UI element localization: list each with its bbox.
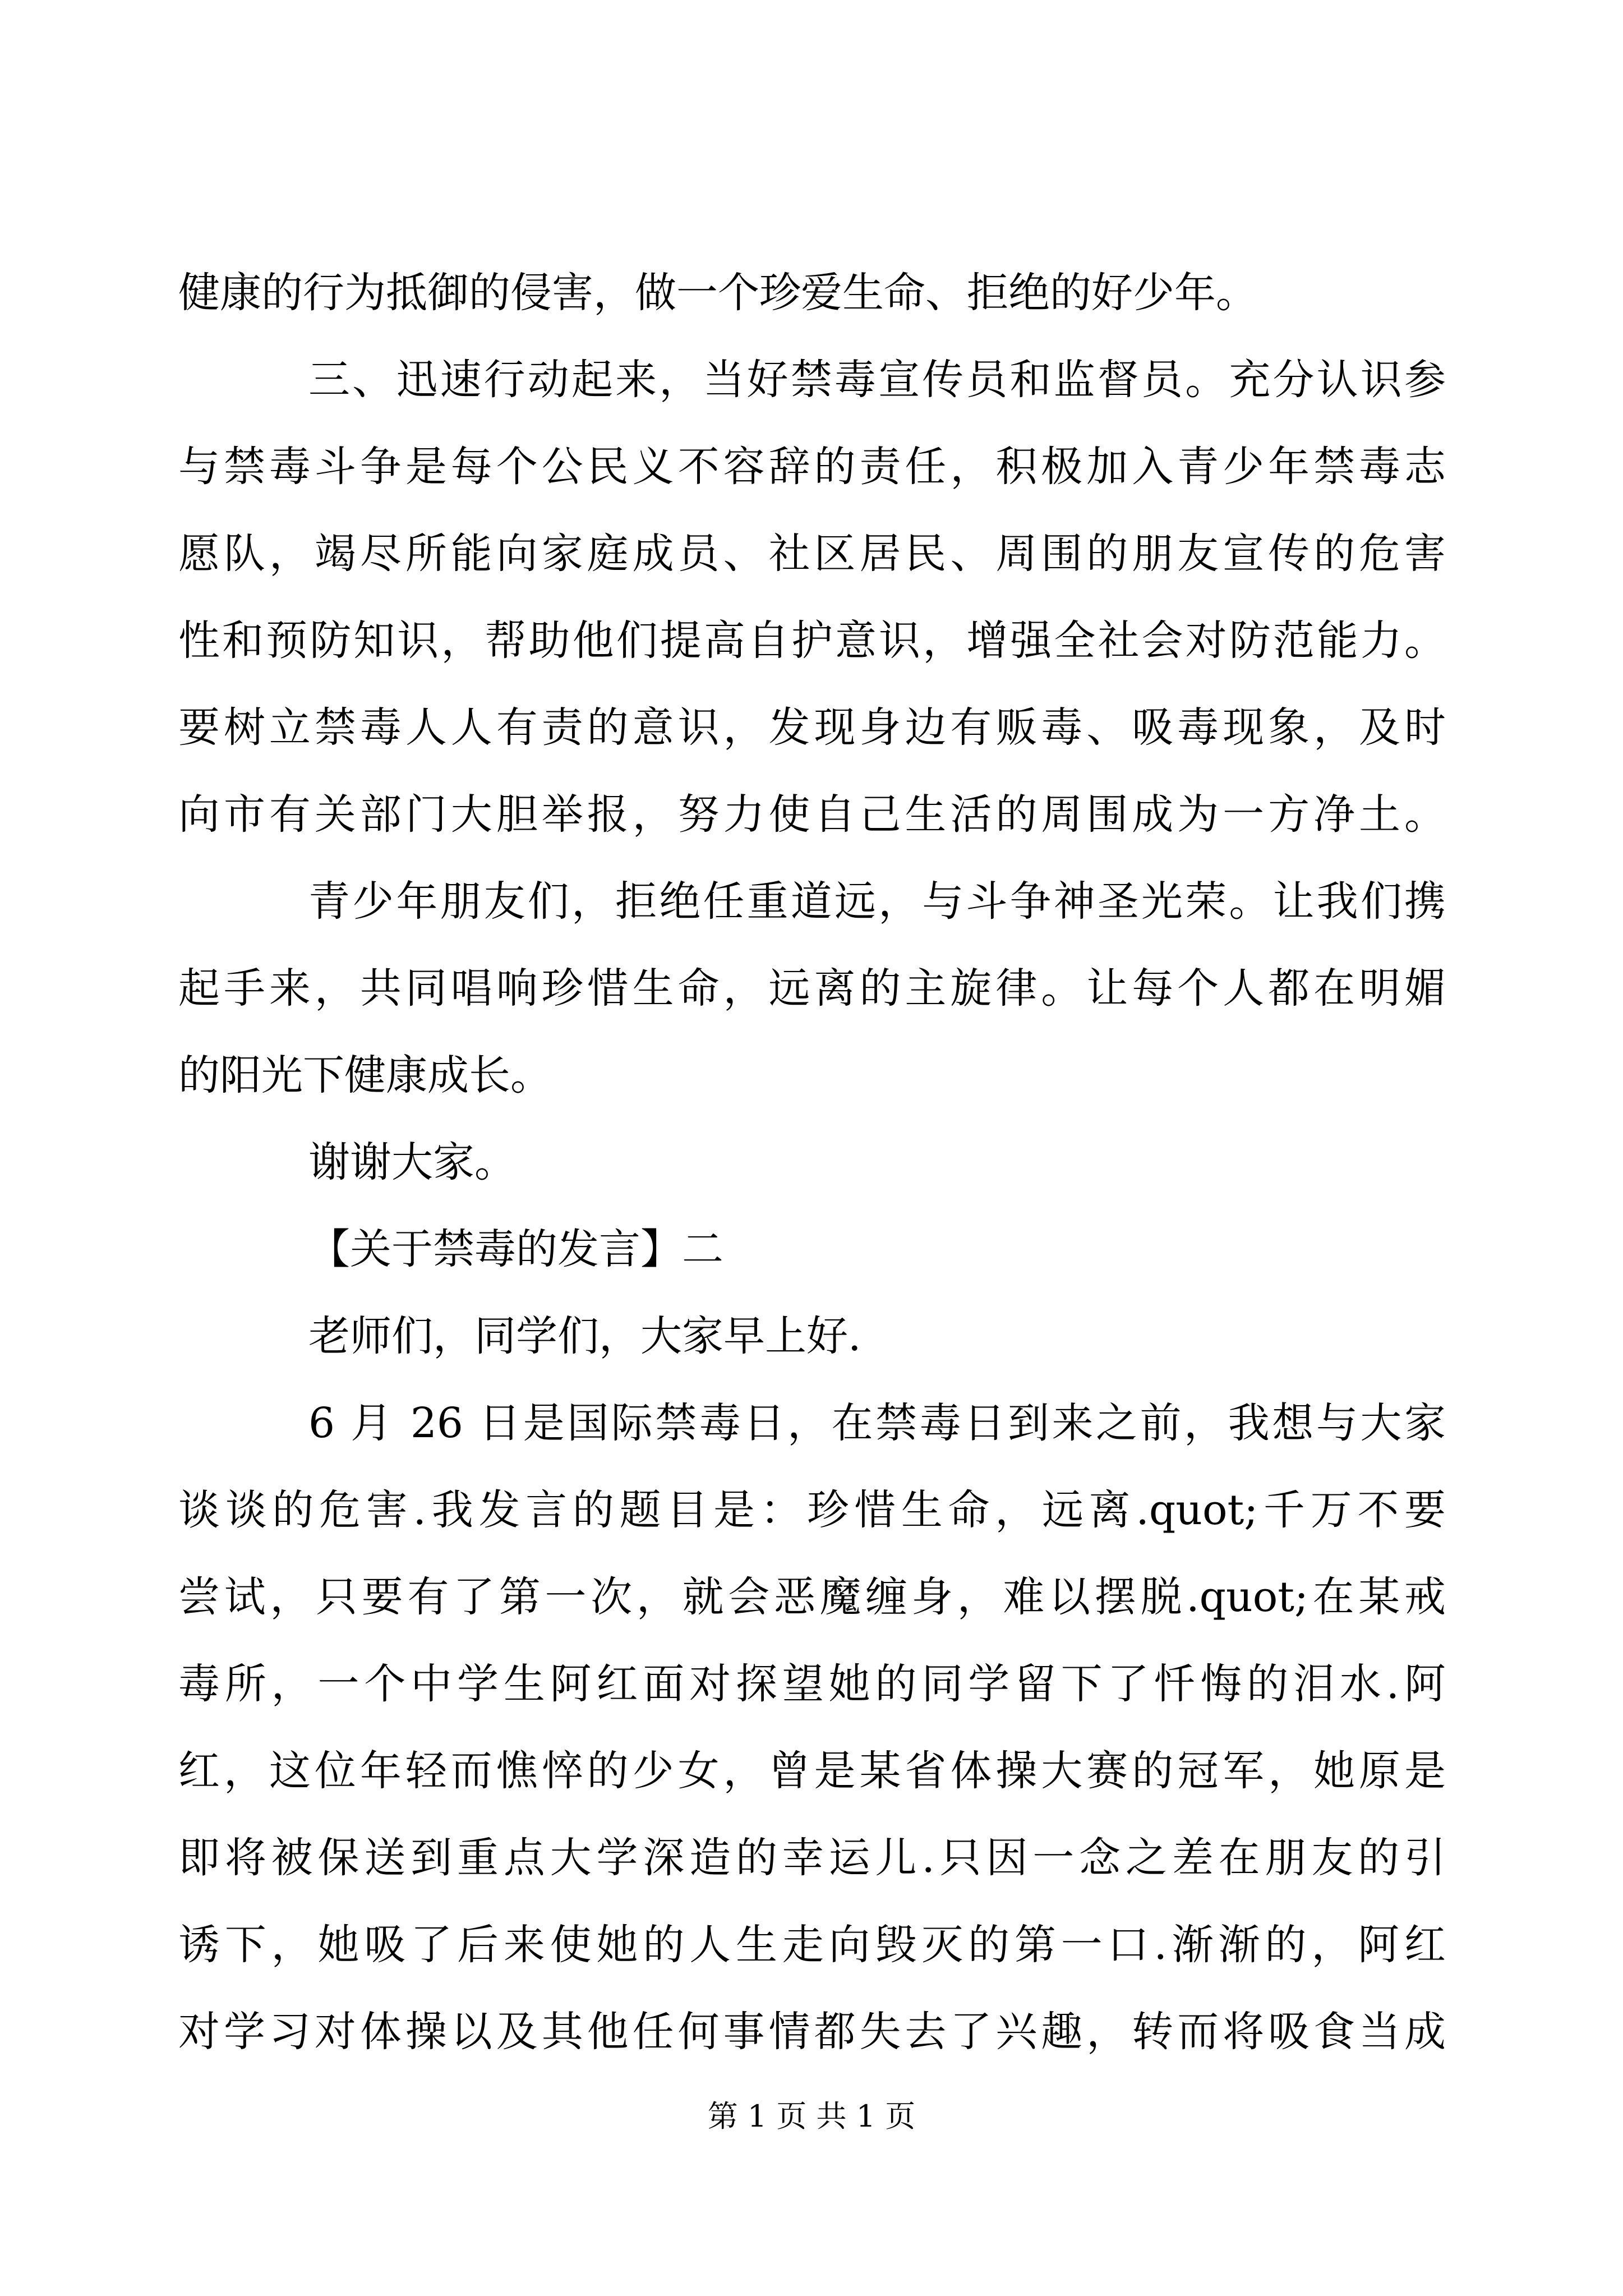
paragraph-line: 向市有关部门大胆举报，努力使自己生活的周围成为一方净土。 xyxy=(178,790,1446,839)
paragraph-line: 红，这位年轻而憔悴的少女，曾是某省体操大赛的冠军，她原是 xyxy=(178,1747,1446,1795)
paragraph-line: 即将被保送到重点大学深造的幸运儿.只因一念之差在朋友的引 xyxy=(178,1834,1446,1882)
paragraph-line: 的阳光下健康成长。 xyxy=(178,1051,552,1099)
paragraph-line: 6 月 26 日是国际禁毒日，在禁毒日到来之前，我想与大家 xyxy=(308,1399,1446,1447)
paragraph-line: 愿队，竭尽所能向家庭成员、社区居民、周围的朋友宣传的危害 xyxy=(178,530,1446,578)
paragraph-line: 要树立禁毒人人有责的意识，发现身边有贩毒、吸毒现象，及时 xyxy=(178,703,1446,752)
paragraph-line: 谢谢大家。 xyxy=(308,1138,516,1186)
paragraph-line: 老师们，同学们，大家早上好. xyxy=(308,1312,861,1360)
page-footer: 第 1 页 共 1 页 xyxy=(707,2099,916,2134)
paragraph-line: 对学习对体操以及其他任何事情都失去了兴趣，转而将吸食当成 xyxy=(178,2008,1446,2056)
paragraph-line: 性和预防知识，帮助他们提高自护意识，增强全社会对防范能力。 xyxy=(178,616,1446,665)
paragraph-line: 起手来，共同唱响珍惜生命，远离的主旋律。让每个人都在明媚 xyxy=(178,964,1446,1013)
paragraph-line: 三、迅速行动起来，当好禁毒宣传员和监督员。充分认识参 xyxy=(308,356,1446,404)
paragraph-line: 健康的行为抵御的侵害，做一个珍爱生命、拒绝的好少年。 xyxy=(178,269,1257,317)
paragraph-line: 尝试，只要有了第一次，就会恶魔缠身，难以摆脱.quot;在某戒 xyxy=(178,1573,1446,1621)
document-body xyxy=(178,250,1446,2076)
paragraph-line: 与禁毒斗争是每个公民义不容辞的责任，积极加入青少年禁毒志 xyxy=(178,443,1446,491)
paragraph-line: 谈谈的危害.我发言的题目是：珍惜生命，远离.quot;千万不要 xyxy=(178,1486,1446,1534)
section-heading: 【关于禁毒的发言】二 xyxy=(308,1225,723,1273)
paragraph-line: 青少年朋友们，拒绝任重道远，与斗争神圣光荣。让我们携 xyxy=(308,877,1446,926)
paragraph-line: 毒所，一个中学生阿红面对探望她的同学留下了忏悔的泪水.阿 xyxy=(178,1660,1446,1708)
paragraph-line: 诱下，她吸了后来使她的人生走向毁灭的第一口.渐渐的，阿红 xyxy=(178,1921,1446,1969)
